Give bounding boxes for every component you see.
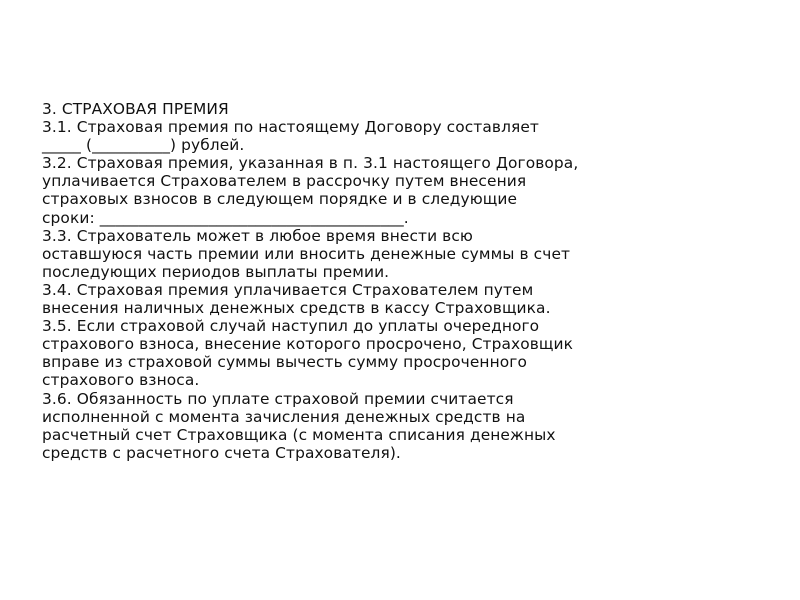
clause-3-3-line-2: оставшуюся часть премии или вносить денежные суммы в счет — [42, 244, 571, 263]
document-body — [42, 100, 782, 462]
clause-3-3-line-3: последующих периодов выплаты премии. — [42, 262, 390, 281]
clause-3-1-line-1: 3.1. Страховая премия по настоящему Договору составляет — [42, 118, 539, 137]
clause-3-2-line-3: страховых взносов в следующем порядке и в следующие — [42, 190, 518, 209]
clause-3-3-line-1: 3.3. Страхователь может в любое время внести всю — [42, 226, 473, 245]
clause-3-6-line-1: 3.6. Обязанность по уплате страховой премии считается — [42, 389, 514, 408]
clause-3-4-line-2: внесения наличных денежных средств в кассу Страховщика. — [42, 299, 551, 318]
clause-3-1-line-2: _____ (__________) рублей. — [42, 136, 245, 155]
clause-3-2-line-1: 3.2. Страховая премия, указанная в п. 3.1 настоящего Договора, — [42, 154, 579, 173]
clause-3-5-line-3: вправе из страховой суммы вычесть сумму просроченного — [42, 353, 527, 372]
clause-3-2-line-4: сроки: _______________________________________. — [42, 208, 409, 227]
clause-3-5-line-2: страхового взноса, внесение которого просрочено, Страховщик — [42, 335, 573, 354]
clause-3-2-line-2: уплачивается Страхователем в рассрочку путем внесения — [42, 172, 527, 191]
clause-3-5-line-4: страхового взноса. — [42, 371, 200, 390]
clause-3-6-line-4: средств с расчетного счета Страхователя). — [42, 443, 401, 462]
clause-3-4-line-1: 3.4. Страховая премия уплачивается Страхователем путем — [42, 280, 534, 299]
clause-3-6-line-3: расчетный счет Страховщика (с момента списания денежных — [42, 425, 556, 444]
clause-3-6-line-2: исполненной с момента зачисления денежных средств на — [42, 407, 526, 426]
clause-3-5-line-1: 3.5. Если страховой случай наступил до уплаты очередного — [42, 317, 540, 336]
section-heading: 3. СТРАХОВАЯ ПРЕМИЯ — [42, 100, 229, 118]
